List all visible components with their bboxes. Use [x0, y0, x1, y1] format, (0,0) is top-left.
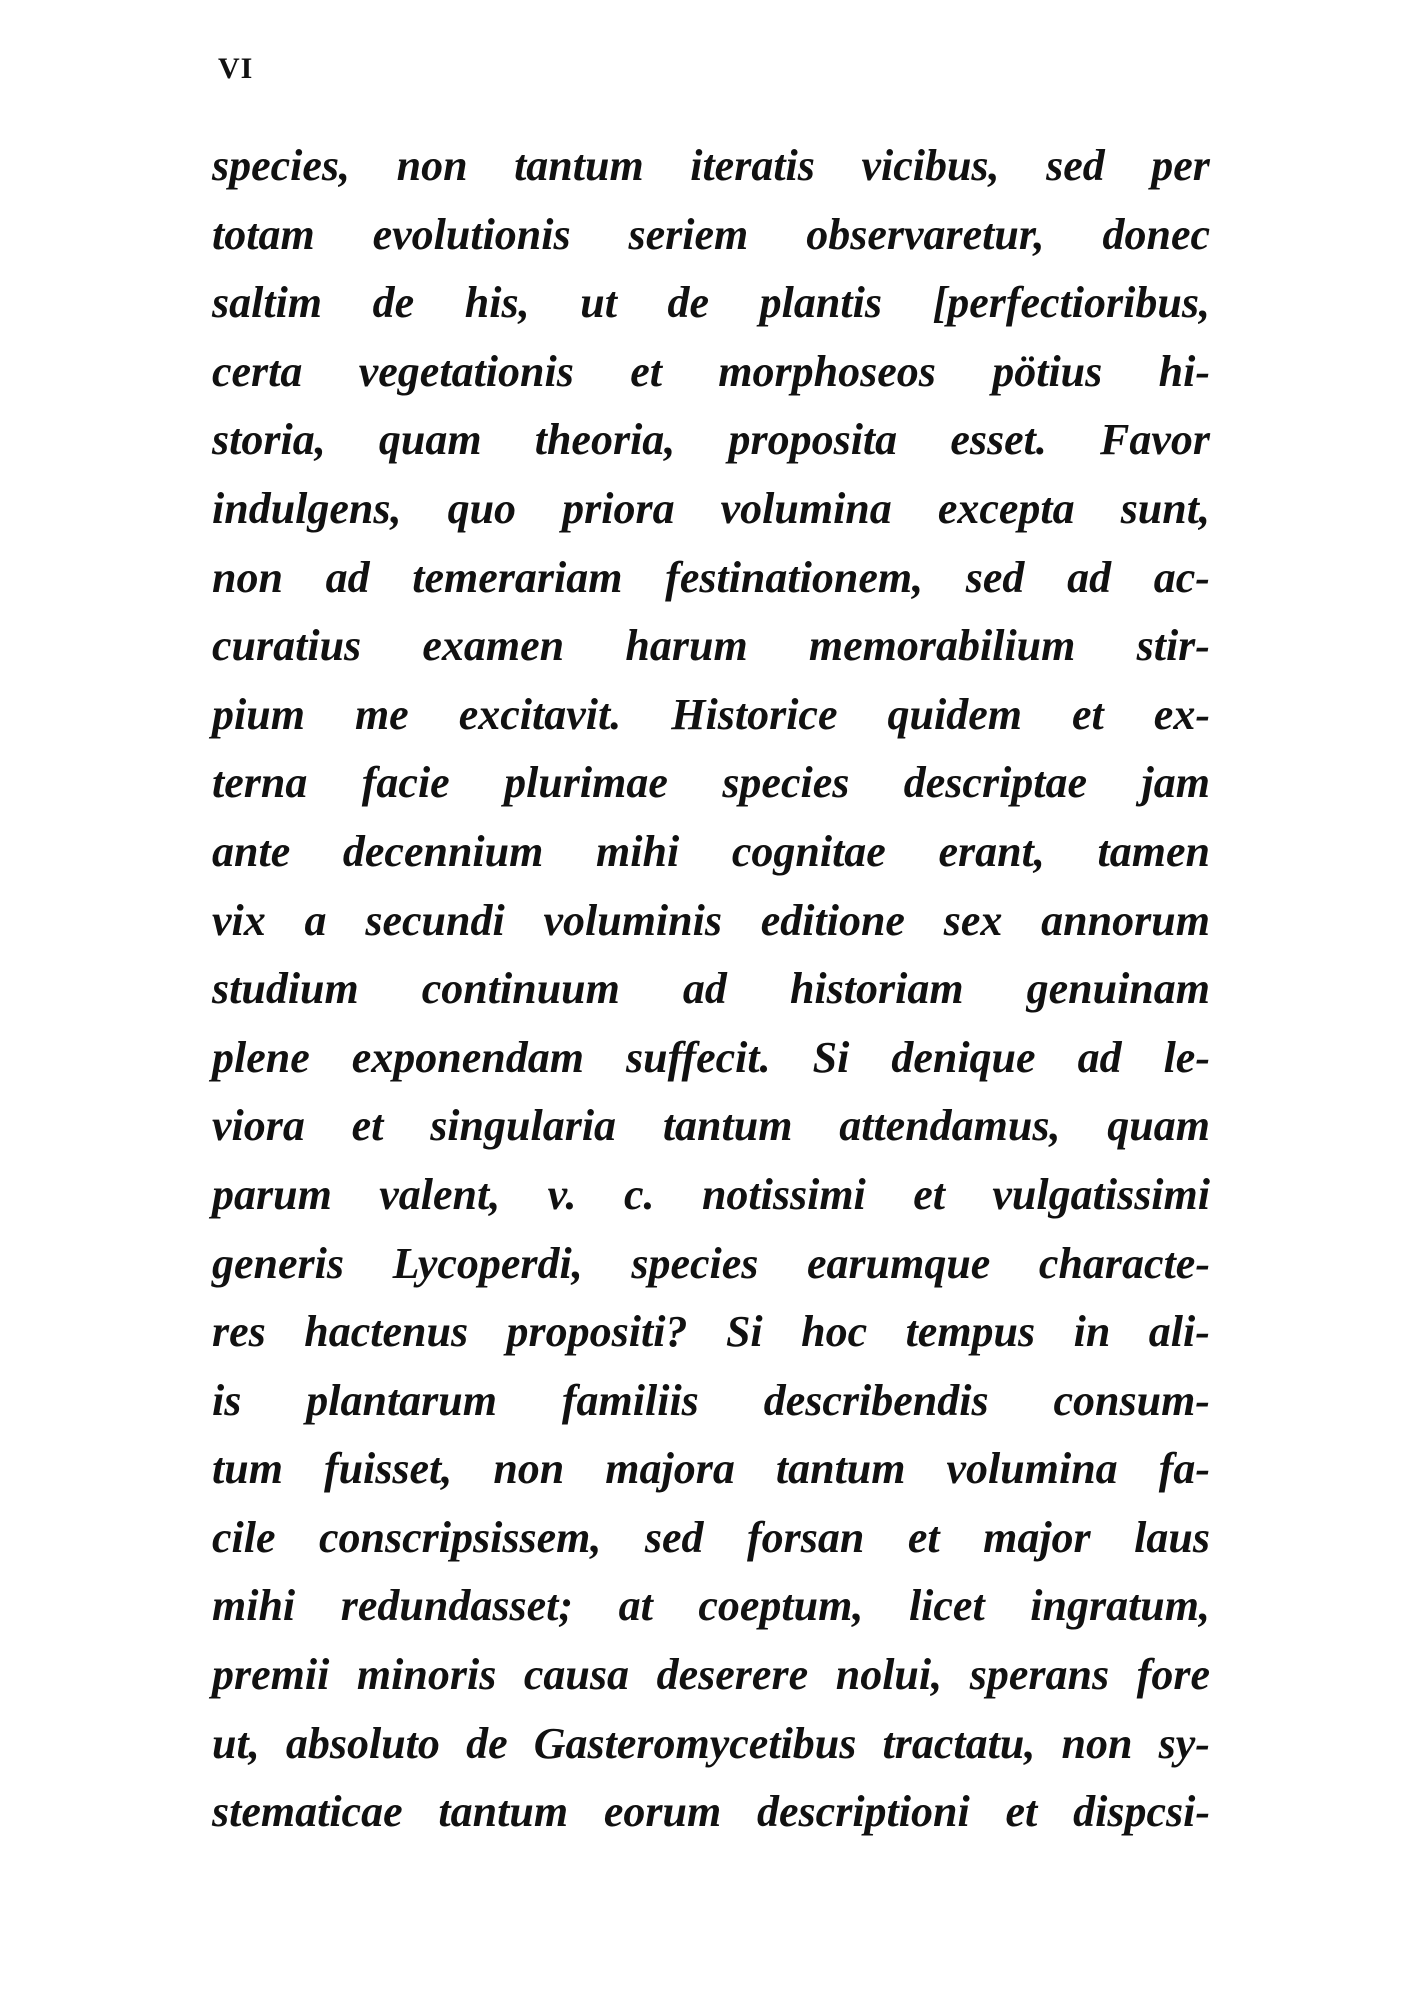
word: erant, [938, 826, 1045, 876]
word: fore [1136, 1650, 1210, 1700]
word: plantarum [306, 1375, 497, 1425]
word: vegetationis [358, 346, 574, 396]
word: totam [212, 209, 315, 259]
word: minoris [356, 1650, 497, 1700]
word: priora [562, 483, 675, 533]
word: his, [464, 278, 530, 328]
word: continuum [421, 964, 620, 1014]
word: sed [644, 1512, 704, 1562]
word: earumque [806, 1238, 991, 1288]
word: descriptioni [757, 1787, 970, 1837]
word: descriptae [903, 758, 1088, 808]
word: hoc [801, 1307, 868, 1357]
word: tum [212, 1444, 283, 1494]
word: studium [212, 964, 359, 1014]
word: indulgens, [212, 483, 402, 533]
text-line [212, 1230, 1210, 1299]
word: vicibus, [861, 141, 1000, 190]
body-text [212, 132, 1210, 1847]
word: historiam [789, 964, 964, 1014]
word: proposita [728, 415, 898, 465]
word: suffecit. [626, 1032, 771, 1082]
word: exponendam [351, 1032, 584, 1082]
word: Gasteromycetibus [533, 1718, 857, 1768]
text-line [212, 1435, 1210, 1504]
word: conscripsissem, [319, 1512, 602, 1562]
word: plene [212, 1032, 310, 1082]
word: et [351, 1101, 384, 1151]
word: a [304, 895, 327, 945]
word: species [631, 1238, 759, 1288]
word: cognitae [731, 826, 886, 876]
word: annorum [1041, 895, 1210, 945]
word: de [667, 278, 710, 328]
text-line [212, 612, 1210, 681]
word: jam [1141, 758, 1210, 808]
word: non [493, 1444, 565, 1494]
word: donec [1102, 209, 1210, 259]
word: sy- [1158, 1718, 1210, 1768]
word: plantis [759, 278, 882, 328]
word: secundi [365, 895, 505, 945]
word: ad [1067, 552, 1112, 602]
word: me [354, 689, 409, 739]
word: memorabilium [808, 621, 1076, 671]
word: examen [422, 621, 565, 671]
word: le- [1163, 1032, 1210, 1082]
word: forsan [746, 1512, 865, 1562]
word: saltim [212, 278, 323, 328]
word: genuinam [1026, 964, 1210, 1014]
word: describendis [763, 1375, 989, 1425]
word: observaretur, [806, 209, 1045, 259]
word: per [1151, 141, 1210, 190]
word: Si [725, 1307, 763, 1357]
word: singularia [430, 1101, 617, 1151]
word: Lycoperdi, [392, 1238, 583, 1288]
word: consum- [1053, 1375, 1210, 1425]
text-line [212, 749, 1210, 818]
text-line [212, 1367, 1210, 1436]
word: harum [625, 621, 748, 671]
word: propositi? [506, 1307, 688, 1357]
word: volumina [720, 483, 892, 533]
word: ante [212, 826, 291, 876]
word: volumina [946, 1444, 1118, 1494]
word: eorum [603, 1787, 722, 1837]
word: tantum [438, 1787, 569, 1837]
word: notissimi [701, 1169, 866, 1219]
word: storia, [212, 415, 326, 465]
word: et [913, 1169, 945, 1219]
word: species [722, 758, 850, 808]
word: et [907, 1512, 940, 1562]
word: sperans [969, 1650, 1110, 1700]
word: evolutionis [372, 209, 571, 259]
word: temerariam [412, 552, 623, 602]
word: generis [212, 1238, 344, 1288]
word: res [212, 1307, 266, 1357]
word: de [466, 1718, 508, 1768]
word: causa [523, 1650, 630, 1700]
word: et [1072, 689, 1104, 739]
word: viora [212, 1101, 305, 1151]
word: et [630, 346, 662, 396]
word: tantum [514, 141, 644, 190]
word: sunt, [1120, 483, 1210, 533]
word: premii [212, 1650, 330, 1700]
text-line [212, 1092, 1210, 1161]
word: is [212, 1375, 242, 1425]
word: theoria, [534, 415, 676, 465]
word: stematicae [212, 1787, 403, 1837]
word: morphoseos [718, 346, 936, 396]
word: ad [682, 964, 727, 1014]
text-line [212, 1710, 1210, 1779]
word: familiis [561, 1375, 699, 1425]
word: licet [908, 1581, 985, 1631]
text-line [212, 132, 1210, 201]
word: at [618, 1581, 653, 1631]
word: tantum [662, 1101, 793, 1151]
word: seriem [628, 209, 749, 259]
word: esset. [950, 415, 1047, 465]
word: quam [1107, 1101, 1210, 1151]
word: tempus [905, 1307, 1036, 1357]
word: quidem [887, 689, 1022, 739]
word: iteratis [690, 141, 815, 190]
word: ut [580, 278, 617, 328]
word: plurimae [504, 758, 668, 808]
text-line [212, 1572, 1210, 1641]
word: ali- [1148, 1307, 1210, 1357]
text-line [212, 1161, 1210, 1230]
text-line [212, 1641, 1210, 1710]
word: quam [378, 415, 482, 465]
word: certa [212, 346, 303, 396]
word: v. [547, 1169, 577, 1219]
word: major [983, 1512, 1091, 1562]
word: hi- [1158, 346, 1210, 396]
word: et [1005, 1787, 1038, 1837]
word: c. [623, 1169, 655, 1219]
word: characte- [1038, 1238, 1210, 1288]
word: cile [212, 1512, 276, 1562]
word: redundasset; [340, 1581, 573, 1631]
word: editione [760, 895, 905, 945]
word: dispcsi- [1073, 1787, 1210, 1837]
word: excepta [937, 483, 1075, 533]
text-line [212, 818, 1210, 887]
page-number: VI [218, 52, 254, 85]
text-line [212, 406, 1210, 475]
word: in [1073, 1307, 1111, 1357]
word: deserere [656, 1650, 809, 1700]
text-line [212, 338, 1210, 407]
word: voluminis [543, 895, 722, 945]
word: quo [447, 483, 517, 533]
word: terna [212, 758, 308, 808]
word: sex [943, 895, 1003, 945]
word: Si [812, 1032, 850, 1082]
word: non [212, 552, 283, 602]
word: festinationem, [665, 552, 924, 602]
text-line [212, 955, 1210, 1024]
word: decennium [342, 826, 544, 876]
word: facie [361, 758, 450, 808]
word: non [396, 141, 468, 190]
word: excitavit. [458, 689, 622, 739]
word: mihi [596, 826, 680, 876]
word: tamen [1097, 826, 1210, 876]
text-line [212, 544, 1210, 613]
word: curatius [212, 621, 362, 671]
word: pötius [992, 346, 1103, 396]
text-line [212, 269, 1210, 338]
word: mihi [212, 1581, 296, 1631]
word: fa- [1158, 1444, 1210, 1494]
word: ad [1077, 1032, 1122, 1082]
word: Favor [1100, 415, 1210, 465]
word: hactenus [304, 1307, 469, 1357]
word: vulgatissimi [992, 1169, 1210, 1219]
text-line [212, 1504, 1210, 1573]
word: ad [325, 552, 370, 602]
word: sed [1046, 141, 1105, 190]
word: ut, [212, 1718, 260, 1768]
text-line [212, 475, 1210, 544]
word: fuisset, [323, 1444, 453, 1494]
word: majora [605, 1444, 735, 1494]
word: tantum [775, 1444, 906, 1494]
word: de [372, 278, 415, 328]
word: attendamus, [839, 1101, 1061, 1151]
word: pium [212, 689, 305, 739]
word: species, [212, 141, 351, 190]
word: coeptum, [698, 1581, 864, 1631]
word: laus [1134, 1512, 1210, 1562]
word: nolui, [835, 1650, 943, 1700]
word: tractatu, [882, 1718, 1036, 1768]
word: stir- [1136, 621, 1210, 671]
text-line [212, 1024, 1210, 1093]
word: denique [891, 1032, 1036, 1082]
text-line [212, 681, 1210, 750]
text-line [212, 1778, 1210, 1847]
text-line [212, 1298, 1210, 1367]
word: ac- [1153, 552, 1210, 602]
word: vix [212, 895, 266, 945]
word: valent, [379, 1169, 501, 1219]
word: non [1061, 1718, 1133, 1768]
word: ex- [1153, 689, 1210, 739]
word: absoluto [285, 1718, 440, 1768]
text-line [212, 887, 1210, 956]
text-line [212, 201, 1210, 270]
word: Historice [671, 689, 838, 739]
word: parum [212, 1169, 332, 1219]
word: ingratum, [1030, 1581, 1210, 1631]
word: [perfectioribus, [932, 278, 1210, 328]
word: sed [965, 552, 1025, 602]
